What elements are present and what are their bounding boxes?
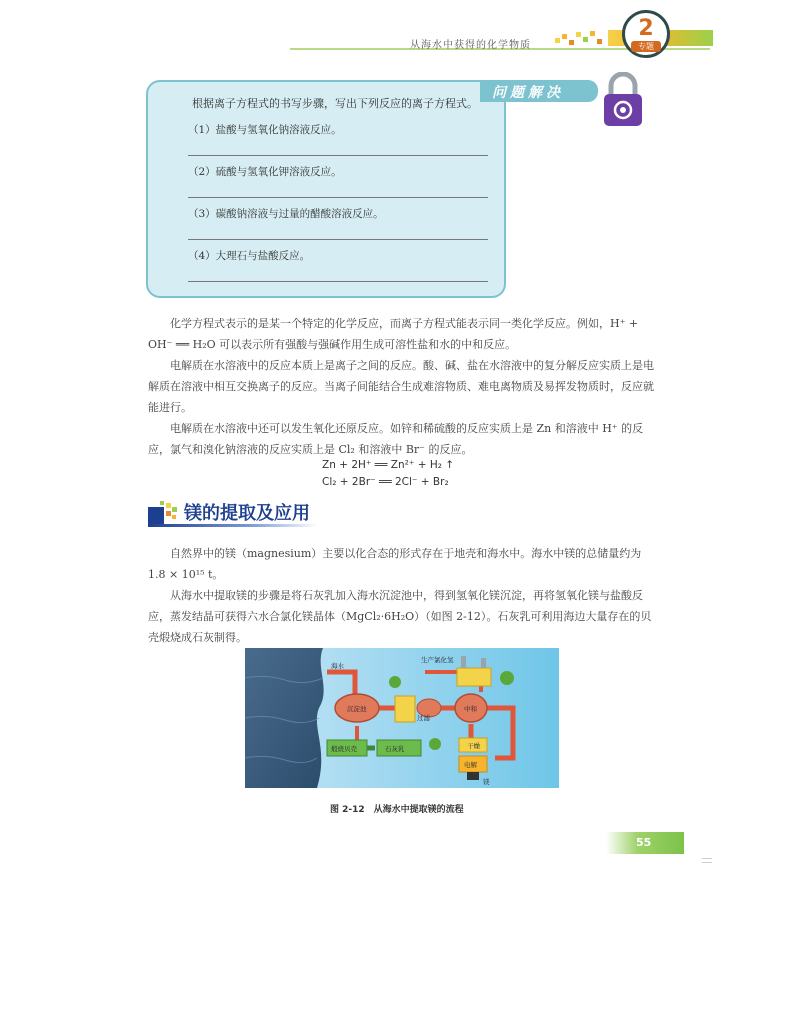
- exercise-box: [146, 80, 506, 298]
- section-title: 镁的提取及应用: [184, 503, 310, 524]
- topic-number: 2: [638, 16, 654, 41]
- padlock-icon: [601, 72, 645, 128]
- label-seawater: 海水: [331, 663, 344, 670]
- exercise-item-2: （2）硫酸与氢氧化钾溶液反应。: [188, 166, 342, 178]
- exercise-item-3: （3）碳酸钠溶液与过量的醋酸溶液反应。: [188, 208, 384, 220]
- label-hcl-plant: 生产氯化氢: [421, 657, 454, 664]
- figure-caption: 图 2-12 从海水中提取镁的流程: [330, 805, 464, 815]
- label-shells: 煅烧贝壳: [331, 746, 357, 753]
- exercise-item-1: （1）盐酸与氢氧化钠溶液反应。: [188, 124, 342, 136]
- paragraph-magnesium-extraction: 从海水中提取镁的步骤是将石灰乳加入海水沉淀池中，得到氢氧化镁沉淀，再将氢氧化镁与盐酸反应，蒸发结晶可获得六水合氯化镁晶体（MgCl₂·6H₂O）（如图 2-12）。石灰乳可利用海边大量存在的贝壳煅烧成石灰制得。: [148, 589, 652, 644]
- exercise-item-4: （4）大理石与盐酸反应。: [188, 250, 311, 262]
- label-dry: 干燥: [467, 743, 480, 750]
- magnesium-extraction-flowchart: [245, 648, 559, 788]
- answer-line-2[interactable]: [188, 197, 488, 198]
- label-neutralize: 中和: [464, 706, 477, 713]
- sea-area: [245, 648, 324, 788]
- answer-line-1[interactable]: [188, 155, 488, 156]
- label-lime: 石灰乳: [385, 746, 405, 753]
- label-filter: 过滤: [417, 715, 430, 722]
- label-electrolysis: 电解: [464, 762, 477, 769]
- paragraph-ionic-equations: 化学方程式表示的是某一个特定的化学反应，而离子方程式能表示同一类化学反应。例如，H⁺ + OH⁻ ══ H₂O 可以表示所有强酸与强碱作用生成可溶性盐和水的中和反应。: [148, 317, 639, 351]
- equation-chlorine: Cl₂ + 2Br⁻ ══ 2Cl⁻ + Br₂: [322, 476, 449, 488]
- filter-unit: [395, 696, 415, 722]
- margin-tick: [702, 858, 712, 859]
- section-underline: [148, 524, 318, 527]
- margin-tick: [702, 862, 712, 863]
- running-title: 从海水中获得的化学物质: [410, 40, 531, 51]
- exercise-tab-label: 问题解决: [492, 85, 564, 101]
- answer-line-4[interactable]: [188, 281, 488, 282]
- paragraph-magnesium-occurrence: 自然界中的镁（magnesium）主要以化合态的形式存在于地壳和海水中。海水中镁的总储量约为 1.8 × 10¹⁵ t。: [148, 547, 642, 581]
- section-paragraphs: [148, 543, 658, 648]
- label-tank: 沉淀池: [347, 706, 367, 713]
- paragraph-electrolyte-reactions: 电解质在水溶液中的反应本质上是离子之间的反应。酸、碱、盐在水溶液中的复分解反应实质上是电解质在溶液中相互交换离子的反应。当离子间能结合生成难溶物质、难电离物质及易挥发物质时，反应就能进行。: [148, 359, 654, 414]
- equation-zinc: Zn + 2H⁺ ══ Zn²⁺ + H₂ ↑: [322, 459, 455, 471]
- hcl-plant: [457, 668, 491, 686]
- body-paragraphs: [148, 313, 658, 460]
- paragraph-redox-reactions: 电解质在水溶液中还可以发生氧化还原反应。如锌和稀硫酸的反应实质上是 Zn 和溶液中 H⁺ 的反应，氯气和溴化钠溶液的反应实质上是 Cl₂ 和溶液中 Br⁻ 的反应。: [148, 422, 644, 456]
- label-mg: 镁: [483, 779, 490, 786]
- exercise-intro: 根据离子方程式的书写步骤，写出下列反应的离子方程式。: [192, 97, 478, 110]
- page-number: 55: [636, 836, 652, 849]
- topic-label: 专题: [631, 41, 661, 52]
- topic-badge: [622, 10, 670, 58]
- answer-line-3[interactable]: [188, 239, 488, 240]
